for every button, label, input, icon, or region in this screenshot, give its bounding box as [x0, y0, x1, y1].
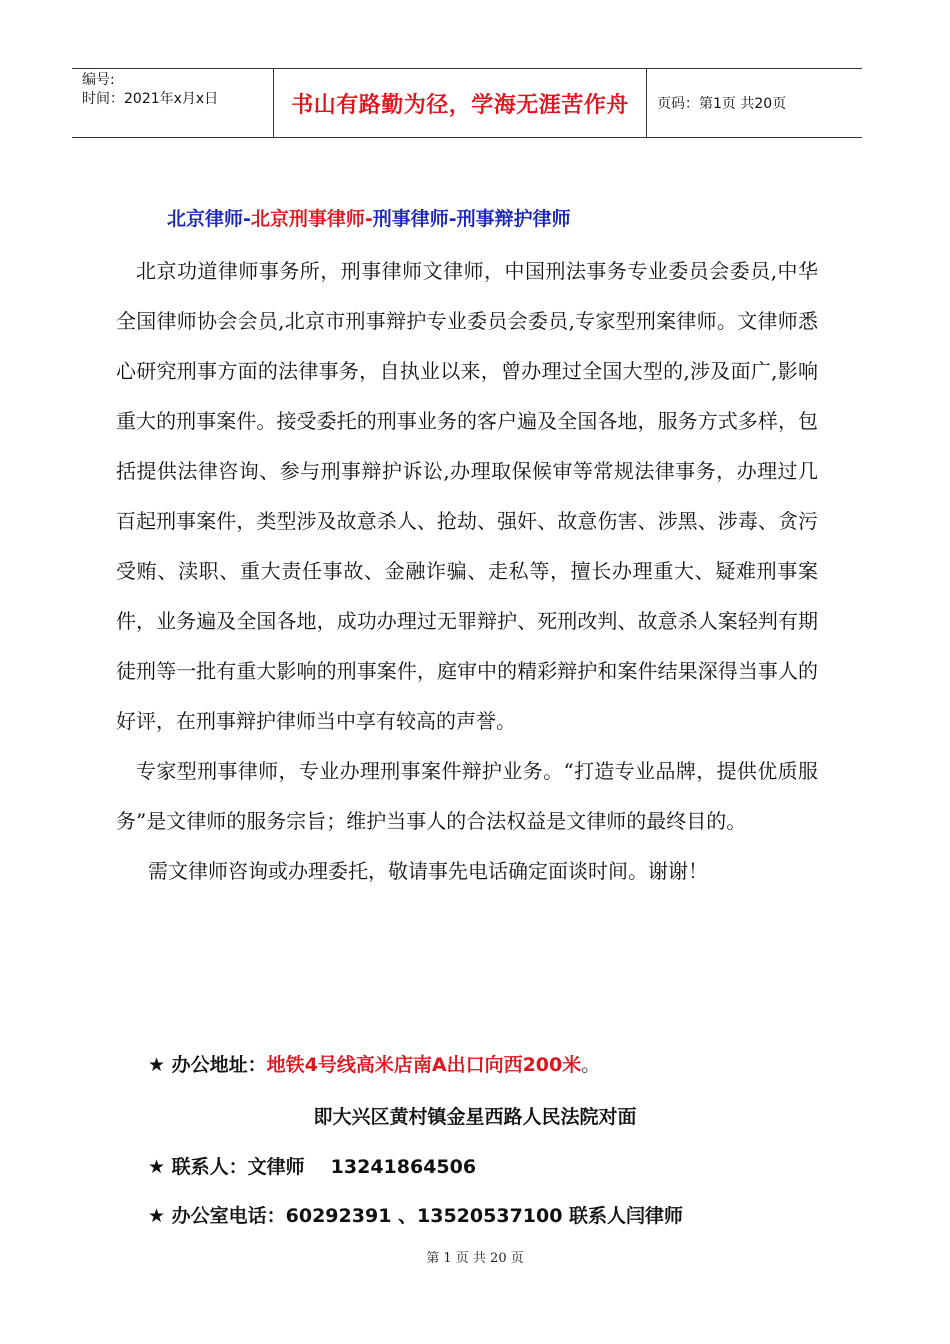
- contact-person-label: ★ 联系人：文律师: [148, 1156, 305, 1178]
- header-motto: 书山有路勤为径，学海无涯苦作舟: [273, 69, 647, 137]
- document-title: [167, 204, 571, 231]
- page-footer: 第 1 页 共 20 页: [426, 1251, 524, 1266]
- office-phone-line: ★ 办公室电话：60292391 、13520537100 联系人闫律师: [148, 1205, 684, 1227]
- address-line-2: 即大兴区黄村镇金星西路人民法院对面: [313, 1106, 637, 1128]
- address-end: 。: [581, 1054, 601, 1076]
- address-value: 地铁4号线高米店南A出口向西200米: [266, 1054, 582, 1076]
- number-label: 编号:: [82, 72, 115, 88]
- document-header: [72, 68, 862, 138]
- contact-person-phone: 13241864506: [330, 1156, 477, 1178]
- header-meta: [72, 69, 273, 137]
- title-part-2: 北京刑事律师-: [250, 208, 373, 230]
- header-page-info: 页码：第1页 共20页: [657, 96, 787, 112]
- address-label: ★ 办公地址：: [148, 1054, 267, 1076]
- title-part-1: 北京律师-: [167, 208, 251, 230]
- body-text: [116, 246, 818, 896]
- paragraph-2: 专家型刑事律师，专业办理刑事案件辩护业务。“打造专业品牌，提供优质服务”是文律师的服务宗旨；维护当事人的合法权益是文律师的最终目的。: [116, 759, 818, 833]
- time-label: 时间：2021年x月x日: [82, 91, 219, 107]
- contact-person-line: [148, 1152, 476, 1179]
- paragraph-1: 北京功道律师事务所，刑事律师文律师，中国刑法事务专业委员会委员,中华全国律师协会会员,北京市刑事辩护专业委员会委员,专家型刑案律师。文律师悉心研究刑事方面的法律事务，自执业以来，曾办理过全国大型的,涉及面广,影响重大的刑事案件。接受委托的刑事业务的客户遍及全国各地，服务方式多样，包括提供法律咨询、参与刑事辩护诉讼,办理取保候审等常规法律事务，办理过几百起刑事案件，类型涉及故意杀人、抢劫、强奸、故意伤害、涉黑、涉毒、贪污受贿、渎职、重大责任事故、金融诈骗、走私等，擅长办理重大、疑难刑事案件，业务遍及全国各地，成功办理过无罪辩护、死刑改判、故意杀人案轻判有期徒刑等一批有重大影响的刑事案件，庭审中的精彩辩护和案件结果深得当事人的好评，在刑事辩护律师当中享有较高的声誉。: [116, 259, 818, 733]
- paragraph-3: 需文律师咨询或办理委托，敬请事先电话确定面谈时间。谢谢！: [148, 859, 708, 883]
- title-part-3: 刑事律师-刑事辩护律师: [372, 208, 571, 230]
- address-line: [148, 1050, 600, 1077]
